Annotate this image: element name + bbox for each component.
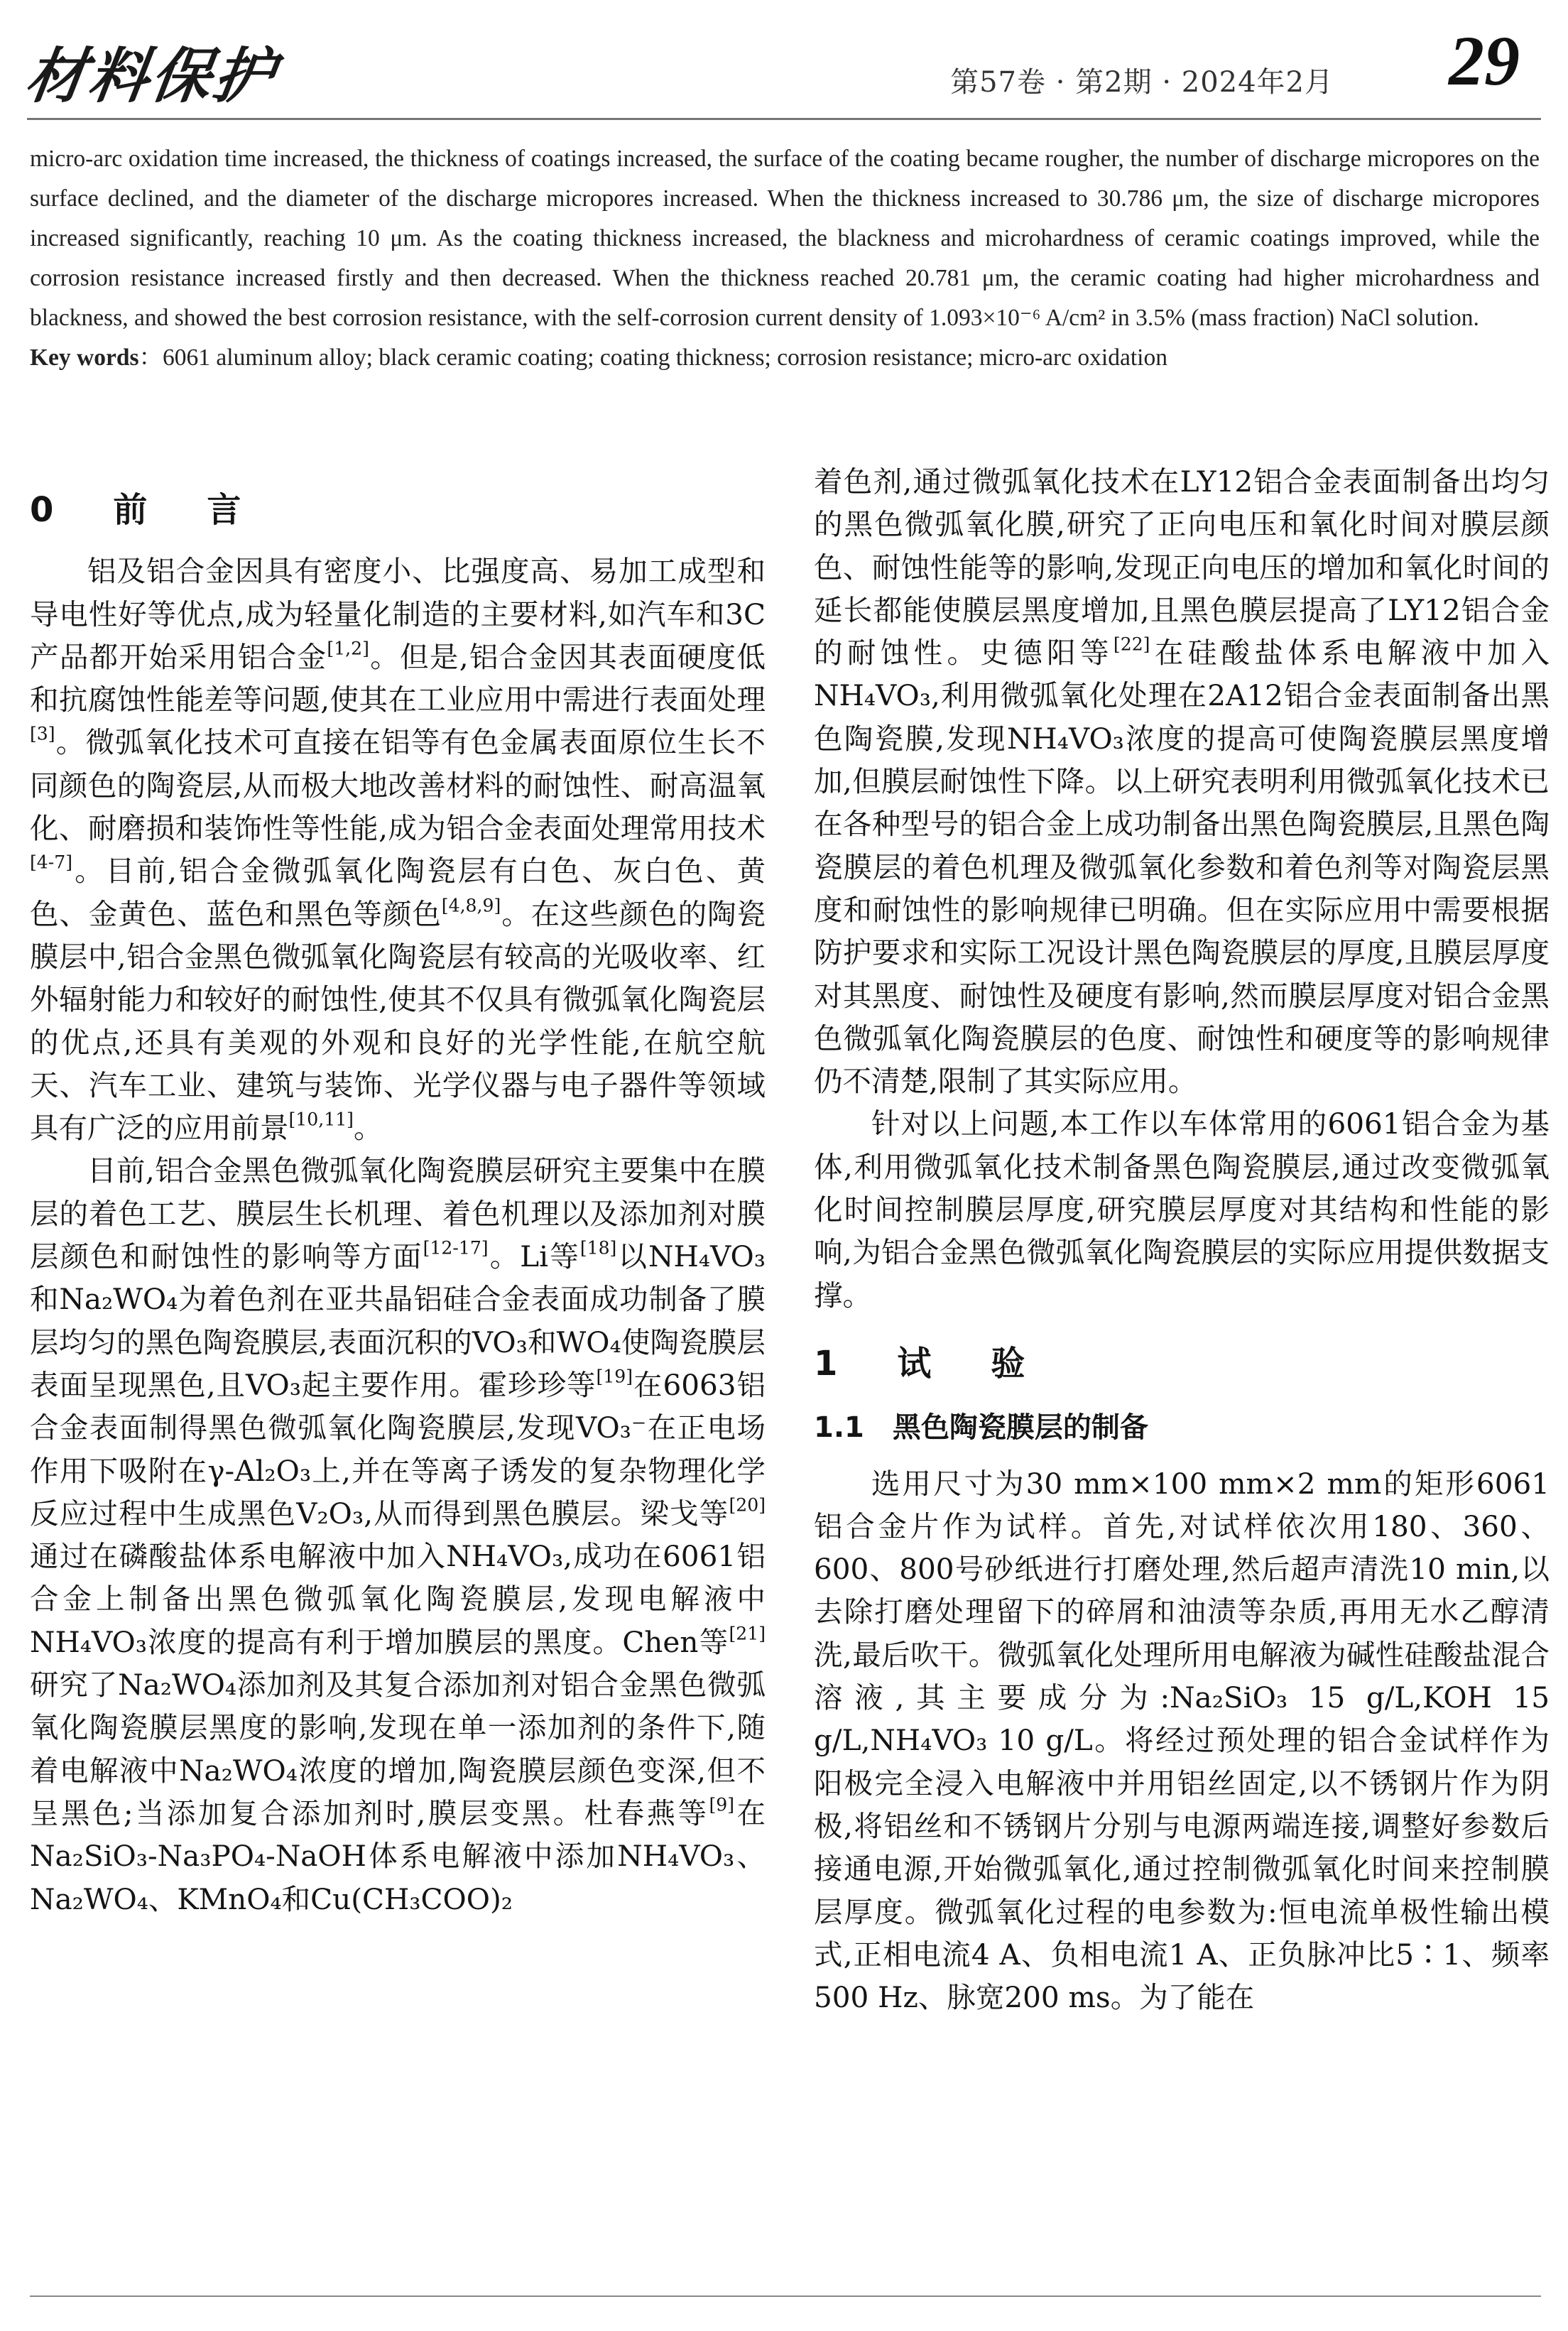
page-header xyxy=(0,0,1568,121)
citation: [3] xyxy=(30,723,55,744)
text-run: 。在这些颜色的陶瓷膜层中,铝合金黑色微弧氧化陶瓷层有较高的光吸收率、红外辐射能力和较好的耐蚀性,使其不仅具有微弧氧化陶瓷层的优点,还具有美观的外观和良好的光学性能,在航空航天、汽车工业、建筑与装饰、光学仪器与电子器件等领域具有广泛的应用前景 xyxy=(30,896,766,1146)
left-column xyxy=(30,483,766,1920)
text-run: 。 xyxy=(353,1111,383,1146)
intro-heading: 0 前 言 xyxy=(30,490,254,530)
citation: [20] xyxy=(729,1494,766,1516)
text-run: 研究了Na₂WO₄添加剂及其复合添加剂对铝合金黑色微弧氧化陶瓷膜层黑度的影响,发现在单一添加剂的条件下,随着电解液中Na₂WO₄浓度的增加,陶瓷膜层颜色变深,但不呈黑色;当添加复合添加剂时,膜层变黑。杜春燕等 xyxy=(30,1668,766,1830)
citation: [10,11] xyxy=(288,1109,354,1130)
text-run: 在6063铝合金表面制得黑色微弧氧化陶瓷膜层,发现VO₃⁻在正电场作用下吸附在γ-Al₂O₃上,并在等离子诱发的复杂物理化学反应过程中生成黑色V₂O₃,从而得到黑色膜层。梁戈等 xyxy=(30,1367,766,1531)
header-rule xyxy=(27,118,1541,120)
text-run: 。Li等 xyxy=(488,1239,580,1274)
page-number: 29 xyxy=(1449,21,1520,100)
abstract-text: micro-arc oxidation time increased, the thickness of coatings increased, the surface of the coating became rougher, the number of discharge micropores on the surface declined, and the diameter of the discharge micropores increased. When the thickness increased to 30.786 μm, the size of discharge micropores increased significantly, reaching 10 μm. As the coating thickness increased, the blackness and microhardness of ceramic coatings improved, while the corrosion resistance increased firstly and then decreased. When the thickness reached 20.781 μm, the ceramic coating had higher microhardness and blackness, and showed the best corrosion resistance, with the self-corrosion current density of 1.093×10⁻⁶ A/cm² in 3.5% (mass fraction) NaCl solution. xyxy=(30,146,1540,331)
citation: [4,8,9] xyxy=(441,895,501,916)
citation: [12-17] xyxy=(423,1237,489,1259)
citation: [1,2] xyxy=(327,638,369,659)
footer-rule xyxy=(30,2295,1541,2297)
issue-info: 第57卷 · 第2期 · 2024年2月 xyxy=(950,66,1334,99)
text-run: 。但是,铝合金因其表面硬度低和抗腐蚀性能差等问题,使其在工业应用中需进行表面处理 xyxy=(30,639,766,717)
keywords-text: ：6061 aluminum alloy; black ceramic coating; coating thickness; corrosion resistance; micro-arc oxidation xyxy=(138,344,1167,371)
preparation-paragraph: 选用尺寸为30 mm×100 mm×2 mm的矩形6061铝合金片作为试样。首先,对试样依次用180、360、600、800号砂纸进行打磨处理,然后超声清洗10 min,以去除打磨处理留下的碎屑和油渍等杂质,再用无水乙醇清洗,最后吹干。微弧氧化处理所用电解液为碱性硅酸盐混合溶液,其主要成分为:Na₂SiO₃ 15 g/L,KOH 15 g/L,NH₄VO₃ 10 g/L。将经过预处理的铝合金试样作为阳极完全浸入电解液中并用铝丝固定,以不锈钢片作为阴极,将铝丝和不锈钢片分别与电源两端连接,调整好参数后接通电源,开始微弧氧化,通过控制微弧氧化时间来控制膜层厚度。微弧氧化过程的电参数为:恒电流单极性输出模式,正相电流4 A、负相电流1 A、正负脉冲比5∶1、频率500 Hz、脉宽200 ms。为了能在 xyxy=(814,1466,1550,2015)
text-run: 在Na₂SiO₃-Na₃PO₄-NaOH体系电解液中添加NH₄VO₃、Na₂WO₄、KMnO₄和Cu(CH₃COO)₂ xyxy=(30,1795,766,1916)
text-run: 着色剂,通过微弧氧化技术在LY12铝合金表面制备出均匀的黑色微弧氧化膜,研究了正向电压和氧化时间对膜层颜色、耐蚀性能等的影响,发现正向电压的增加和氧化时间的延长都能使膜层黑度增加,且黑色膜层提高了LY12铝合金的耐蚀性。史德阳等 xyxy=(814,464,1550,670)
citation: [18] xyxy=(579,1237,617,1259)
intro-paragraph-1 xyxy=(30,550,766,1149)
text-run: 目前,铝合金黑色微弧氧化陶瓷膜层研究主要集中在膜层的着色工艺、膜层生长机理、着色机理以及添加剂对膜层颜色和耐蚀性的影响等方面 xyxy=(30,1153,766,1274)
journal-logo: 材料保护 xyxy=(21,40,282,111)
text-run: 。微弧氧化技术可直接在铝等有色金属表面原位生长不同颜色的陶瓷层,从而极大地改善材料的耐蚀性、耐高温氧化、耐磨损和装饰性等性能,成为铝合金表面处理常用技术 xyxy=(30,725,766,846)
intro-paragraph-2 xyxy=(30,1149,766,1920)
intro-paragraph-2-continued xyxy=(814,460,1550,1102)
text-run: 。目前,铝合金微弧氧化陶瓷层有白色、灰白色、黄色、金黄色、蓝色和黑色等颜色 xyxy=(30,854,766,931)
keywords-label: Key words xyxy=(30,344,139,371)
text-run: 铝及铝合金因具有密度小、比强度高、易加工成型和导电性好等优点,成为轻量化制造的主要材料,如汽车和3C产品都开始采用铝合金 xyxy=(30,554,766,674)
experiment-heading: 1 试 验 xyxy=(814,1343,1038,1384)
citation: [4-7] xyxy=(30,852,73,873)
intro-paragraph-3: 针对以上问题,本工作以车体常用的6061铝合金为基体,利用微弧氧化技术制备黑色陶瓷膜层,通过改变微弧氧化时间控制膜层厚度,研究膜层厚度对其结构和性能的影响,为铝合金黑色微弧氧化陶瓷膜层的实际应用提供数据支撑。 xyxy=(814,1107,1550,1313)
citation: [22] xyxy=(1113,634,1150,655)
preparation-heading: 1.1 黑色陶瓷膜层的制备 xyxy=(814,1411,1148,1445)
citation: [21] xyxy=(729,1623,766,1644)
right-column xyxy=(814,460,1550,2018)
text-run: 通过在磷酸盐体系电解液中加入NH₄VO₃,成功在6061铝合金上制备出黑色微弧氧化陶瓷膜层,发现电解液中NH₄VO₃浓度的提高有利于增加膜层的黑度。Chen等 xyxy=(30,1539,766,1659)
text-run: 在硅酸盐体系电解液中加入NH₄VO₃,利用微弧氧化处理在2A12铝合金表面制备出黑色陶瓷膜,发现NH₄VO₃浓度的提高可使陶瓷膜层黑度增加,但膜层耐蚀性下降。以上研究表明利用微弧氧化技术已在各种型号的铝合金上成功制备出黑色陶瓷膜层,且黑色陶瓷膜层的着色机理及微弧氧化参数和着色剂等对陶瓷层黑度和耐蚀性的影响规律已明确。但在实际应用中需要根据防护要求和实际工况设计黑色陶瓷膜层的厚度,且膜层厚度对其黑度、耐蚀性及硬度有影响,然而膜层厚度对铝合金黑色微弧氧化陶瓷膜层的色度、耐蚀性和硬度等的影响规律仍不清楚,限制了其实际应用。 xyxy=(814,636,1550,1099)
text-run: 以NH₄VO₃和Na₂WO₄为着色剂在亚共晶铝硅合金表面成功制备了膜层均匀的黑色陶瓷膜层,表面沉积的VO₃和WO₄使陶瓷膜层表面呈现黑色,且VO₃起主要作用。霍珍珍等 xyxy=(30,1239,766,1402)
abstract-block xyxy=(30,139,1540,378)
citation: [19] xyxy=(596,1366,633,1387)
keywords-line xyxy=(30,338,1540,378)
citation: [9] xyxy=(709,1794,735,1815)
